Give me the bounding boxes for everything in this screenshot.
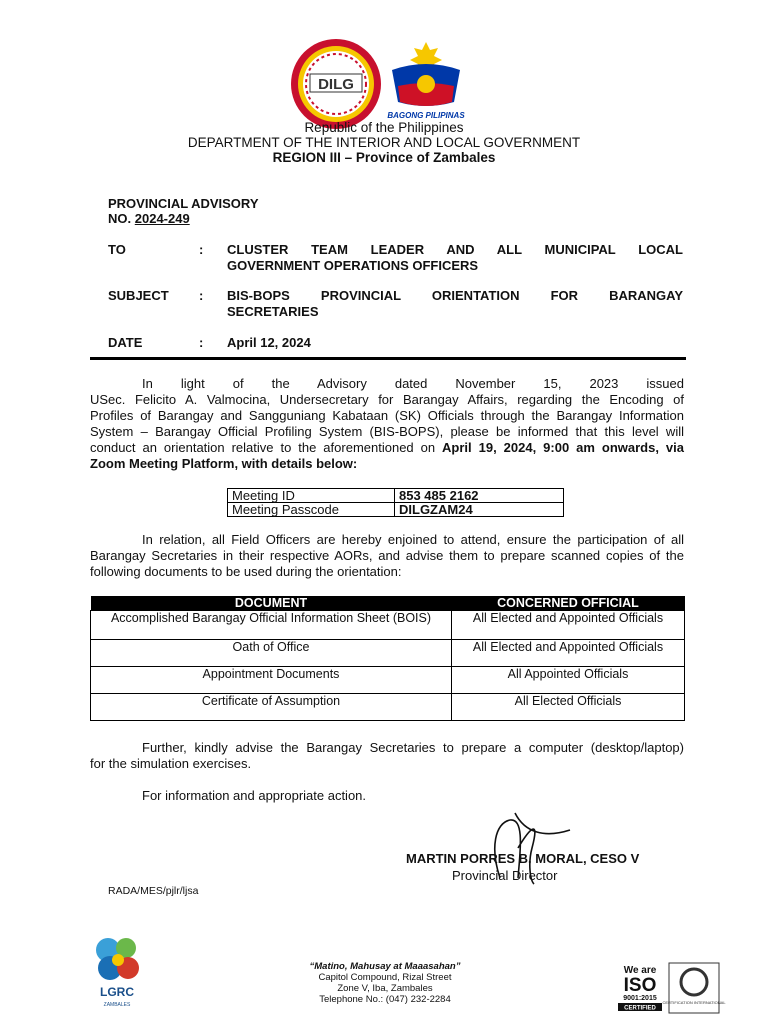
para4: For information and appropriate action.: [142, 788, 367, 803]
para1-line-1: In light of the Advisory dated November 15, 2023 issued: [142, 376, 684, 391]
to-line-1: CLUSTER TEAM LEADER AND ALL MUNICIPAL LOCAL: [227, 242, 683, 257]
para3-line-1: Further, kindly advise the Barangay Secretaries to prepare a computer (desktop/laptop): [142, 740, 684, 755]
meeting-details-table: [227, 488, 564, 517]
cert-international-text: CERTIFICATION INTERNATIONAL: [662, 1000, 726, 1005]
bagong-pilipinas-text: BAGONG PILIPINAS: [387, 111, 465, 120]
subject-line-1: BIS-BOPS PROVINCIAL ORIENTATION FOR BARANGAY: [227, 288, 683, 303]
to-line-2: GOVERNMENT OPERATIONS OFFICERS: [227, 258, 479, 273]
bagong-pilipinas-logo: [380, 40, 472, 120]
advisory-number: [108, 211, 190, 226]
official-cell: All Elected and Appointed Officials: [452, 640, 685, 667]
signatory-title: Provincial Director: [452, 868, 558, 883]
iso-standard: 9001:2015: [623, 995, 657, 1002]
column-header-document: DOCUMENT: [91, 596, 452, 611]
lgrc-sub-text: ZAMBALES: [103, 1002, 131, 1008]
footer-address-1: Capitol Compound, Rizal Street: [318, 972, 452, 983]
subject-line-2: SECRETARIES: [227, 304, 319, 319]
documents-table: [90, 596, 685, 721]
official-cell: All Elected Officials: [452, 694, 685, 721]
footer-address-2: Zone V, Iba, Zambales: [337, 983, 433, 994]
document-cell: Appointment Documents: [91, 667, 452, 694]
document-cell: Certificate of Assumption: [91, 694, 452, 721]
document-cell: Accomplished Barangay Official Information Sheet (BOIS): [91, 611, 452, 640]
para3-line-2: for the simulation exercises.: [90, 756, 252, 771]
iso-certified-badge: [614, 962, 666, 1012]
para1-line-5: [90, 440, 684, 457]
header-divider: [90, 357, 686, 360]
signatory-name: MARTIN PORRES B. MORAL, CESO V: [406, 851, 640, 866]
date-label: DATE: [108, 335, 143, 350]
table-row: [228, 489, 564, 503]
dilg-logo-text: DILG: [318, 76, 354, 93]
official-cell: All Elected and Appointed Officials: [452, 611, 685, 640]
document-cell: Oath of Office: [91, 640, 452, 667]
lgrc-logo: [88, 932, 146, 1012]
para1-line-5-bold: April 19, 2024, 9:00 am onwards, via: [442, 440, 684, 455]
subject-colon: :: [199, 288, 204, 303]
to-colon: :: [199, 242, 204, 257]
para1-line-5-plain: conduct an orientation relative to the aforementioned on: [90, 440, 443, 455]
date-value: April 12, 2024: [227, 335, 311, 350]
para2-line-1: In relation, all Field Officers are hereby enjoined to attend, ensure the participation of all: [142, 532, 684, 547]
meeting-id-label: Meeting ID: [228, 489, 395, 503]
advisory-no-label: NO.: [108, 211, 132, 226]
column-header-concerned-official: CONCERNED OFFICIAL: [452, 596, 685, 611]
dilg-seal-logo: [290, 38, 382, 130]
to-label: TO: [108, 242, 126, 257]
department-line: DEPARTMENT OF THE INTERIOR AND LOCAL GOVERNMENT: [187, 135, 581, 150]
table-row: [91, 694, 685, 721]
table-row: [91, 611, 685, 640]
iso-we-are: We are: [623, 965, 657, 976]
subject-label: SUBJECT: [108, 288, 169, 303]
para2-line-2: Barangay Secretaries in their respective AORs, and advise them to prepare scanned copies of the: [90, 548, 684, 563]
table-row: [228, 503, 564, 517]
para1-line-6: Zoom Meeting Platform, with details below:: [90, 456, 358, 471]
advisory-title: PROVINCIAL ADVISORY: [108, 196, 259, 211]
date-colon: :: [199, 335, 204, 350]
meeting-passcode-label: Meeting Passcode: [228, 503, 395, 517]
table-row: [91, 667, 685, 694]
meeting-passcode-value: DILGZAM24: [395, 503, 564, 517]
reference-initials: RADA/MES/pjlr/ljsa: [108, 885, 199, 897]
para2-line-3: following documents to be used during the orientation:: [90, 564, 402, 579]
lgrc-text: LGRC: [100, 985, 134, 999]
table-header-row: [91, 596, 685, 611]
iso-certified: CERTIFIED: [624, 1005, 656, 1012]
certification-international-badge: [662, 962, 726, 1014]
region-line: REGION III – Province of Zambales: [272, 150, 496, 165]
official-cell: All Appointed Officials: [452, 667, 685, 694]
republic-line: Republic of the Philippines: [304, 120, 464, 135]
footer-telephone: Telephone No.: (047) 232-2284: [319, 994, 451, 1005]
meeting-id-value: 853 485 2162: [395, 489, 564, 503]
para1-line-4: System – Barangay Official Profiling System (BIS-BOPS), please be informed that this level will: [90, 424, 684, 439]
footer-motto: “Matino, Mahusay at Maaasahan”: [309, 961, 461, 972]
para1-line-3: Profiles of Barangay and Sangguniang Kabataan (SK) Officials through the Barangay Information: [90, 408, 684, 423]
para1-line-2: USec. Felicito A. Valmocina, Undersecretary for Barangay Affairs, regarding the Encoding of: [90, 392, 684, 407]
advisory-no-value: 2024-249: [134, 211, 190, 226]
iso-text: ISO: [623, 975, 657, 996]
table-row: [91, 640, 685, 667]
